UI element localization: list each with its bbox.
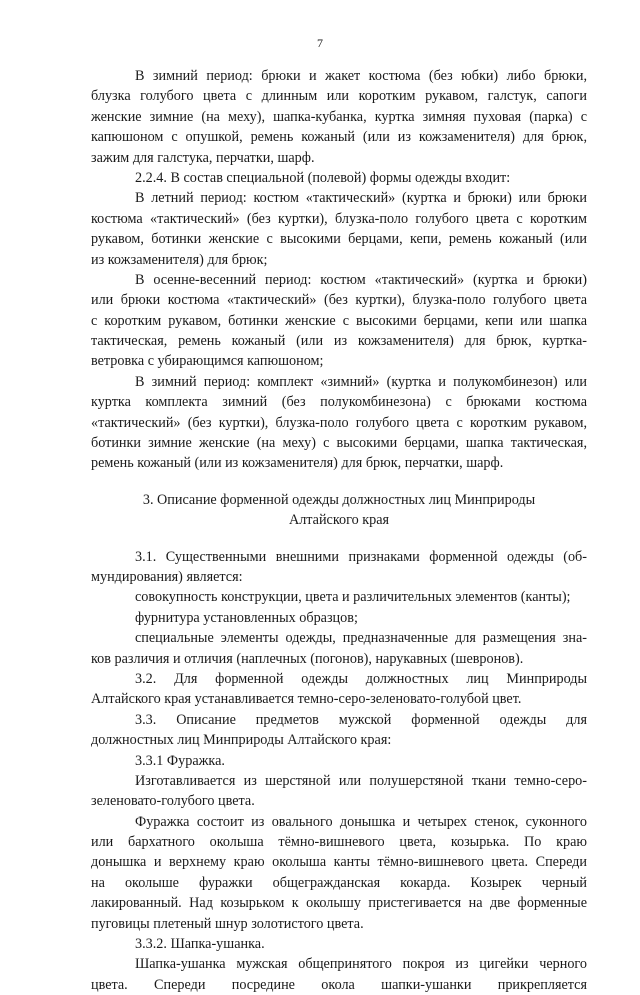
text-line: тактическая, ремень кожаный (или из кожзаменителя) для брюк, куртка- [91,333,587,350]
text-line: 3.3. Описание предметов мужской форменной одежды для [135,711,587,728]
text-line: 3.1. Существенными внешними признаками форменной одежды (об- [135,548,587,565]
text-line: рукавом, ботинки женские с высокими берцами, кепи, ремень кожаный (или [91,231,587,248]
section-heading-2-2-4: 2.2.4. В состав специальной (полевой) формы одежды входит: [135,169,511,186]
text-line: на околыше фуражки общегражданская кокарда. Козырек черный [91,874,587,891]
text-line: В зимний период: брюки и жакет костюма (без юбки) либо брюки, [135,68,587,84]
text-line: Алтайского края устанавливается темно-серо-зеленовато-голубой цвет. [91,691,522,708]
text-line: или бархатного околыша тёмно-вишневого цвета, козырька. По краю [91,834,587,851]
list-item: специальные элементы одежды, предназначенные для размещения зна- [135,630,587,647]
section-title: 3. Описание форменной одежды должностных лиц Минприроды [142,491,536,508]
list-item: фурнитура установленных образцов; [135,609,358,626]
text-line: лакированный. Над козырьком к околышу пристегивается на две форменные [91,895,587,912]
text-line: костюма «тактический» (без куртки), блузка-поло голубого цвета с коротким [91,210,587,227]
text-line: цвета. Спереди посредине окола шапки-ушанки прикрепляется [91,976,587,993]
text-line: Фуражка состоит из овального донышка и четырех стенок, суконного [135,813,587,830]
text-line: ков различия и отличия (наплечных (погонов), нарукавных (шевронов). [91,650,524,667]
text-line: 3.2. Для форменной одежды должностных лиц Минприроды [135,670,587,687]
text-line: блузка голубого цвета с длинным или коротким рукавом, галстук, сапоги [91,88,587,105]
text-line: В зимний период: комплект «зимний» (куртка и полукомбинезон) или [135,373,587,390]
text-line: ветровка с убирающимся капюшоном; [91,353,324,370]
text-line: Изготавливается из шерстяной или полушерстяной ткани темно-серо- [135,772,587,789]
text-line: ремень кожаный (или из кожзаменителя) для брюк, перчатки, шарф. [91,455,504,472]
list-item: совокупность конструкции, цвета и различительных элементов (канты); [135,589,571,606]
text-line: зеленовато-голубого цвета. [91,793,255,810]
subsection-heading-3-3-1: 3.3.1 Фуражка. [135,752,225,769]
text-line: женские зимние (на меху), шапка-кубанка, куртка зимняя пуховая (парка) с [91,108,587,125]
text-line: с коротким рукавом, ботинки женские с высокими берцами, кепи или шапка [91,312,587,329]
text-line: или брюки костюма «тактический» (без куртки), блузка-поло голубого цвета [91,292,587,309]
text-line: В летний период: костюм «тактический» (куртка и брюки) или брюки [135,190,587,207]
text-line: донышка и верхнему краю околыша канты тёмно-вишневого цвета. Спереди [91,854,587,871]
text-line: зажим для галстука, перчатки, шарф. [91,149,315,166]
subsection-heading-3-3-2: 3.3.2. Шапка-ушанка. [135,936,265,953]
text-line: ботинки зимние женские (на меху) с высокими берцами, шапка тактическая, [91,435,587,452]
text-line: капюшоном с опушкой, ремень кожаный (или из кожзаменителя) для брюк, [91,129,587,146]
page-number: 7 [317,36,323,50]
section-title-continued: Алтайского края [288,512,390,529]
text-line: куртка комплекта зимний (без полукомбинезона) с брюками костюма [91,394,587,411]
text-line: Шапка-ушанка мужская общепринятого покроя из цигейки черного [135,956,587,973]
text-line: из кожзаменителя) для брюк; [91,251,268,268]
text-line: «тактический» (без куртки), блузка-поло голубого цвета с коротким рукавом, [91,414,587,431]
text-line: В осенне-весенний период: костюм «тактический» (куртка и брюки) [135,271,587,288]
text-line: пуговицы плетеный шнур золотистого цвета. [91,915,364,932]
text-line: должностных лиц Минприроды Алтайского края: [91,732,392,749]
text-line: мундирования) является: [91,568,243,585]
document-body [91,66,587,995]
